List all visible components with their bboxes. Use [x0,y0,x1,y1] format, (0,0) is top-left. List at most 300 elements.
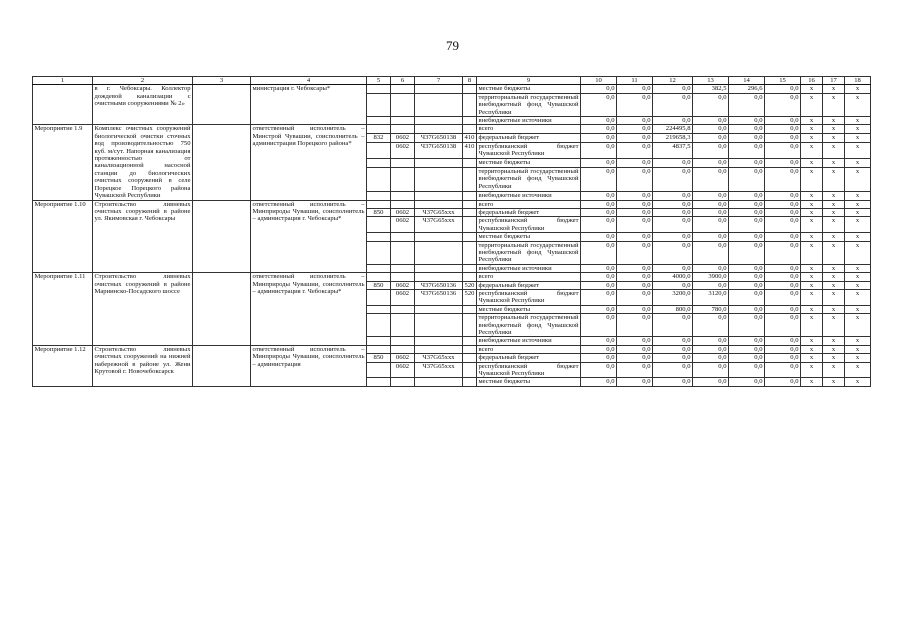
funding-value: 0,0 [653,362,693,378]
section-code [391,337,415,345]
funding-source: республиканский бюджет Чувашской Республики [478,142,579,158]
ministry-code [367,93,391,116]
target-article-code [415,167,463,191]
column-header-8: 8 [463,77,477,85]
ministry-code [367,159,391,168]
expense-type-code [463,125,477,134]
expense-type-code [463,208,477,216]
funding-value: 0,0 [765,345,801,353]
ministry-code [367,378,391,386]
ministry-code: 850 [367,354,391,362]
funding-value: 0,0 [653,167,693,191]
funding-value: 3200,0 [653,289,693,305]
section-code: 0602 [391,354,415,362]
expense-type-code [463,93,477,116]
column-header-17: 17 [823,77,845,85]
funding-value: 0,0 [765,378,801,386]
funding-value: 0,0 [729,93,765,116]
funding-value: 0,0 [729,264,765,272]
expense-type-code [463,167,477,191]
column-header-10: 10 [581,77,617,85]
target-article-code [415,241,463,264]
value-x: x [823,93,845,116]
ministry-code [367,233,391,241]
value-x: x [823,200,845,208]
funding-value: 0,0 [653,93,693,116]
column-header-18: 18 [845,77,871,85]
value-x: x [845,314,871,337]
value-x: x [801,159,823,168]
expense-type-code [463,362,477,378]
value-x: x [845,125,871,134]
funding-source: территориальный государственный внебюджетный фонд Чувашской Республики [478,167,579,190]
section-code [391,125,415,134]
section-code [391,167,415,191]
expense-type-code [463,200,477,208]
executor: ответственный исполнитель – Минприроды Чувашии, соисполнитель – администрация г. Чебоксары* [251,273,367,346]
section-code: 0602 [391,142,415,158]
event-number: Мероприятие 1.10 [33,200,93,273]
funding-value: 0,0 [617,241,653,264]
section-code: 0602 [391,134,415,143]
funding-value: 0,0 [617,354,653,362]
expense-type-code [463,233,477,241]
funding-source: местные бюджеты [477,159,581,168]
value-x: x [801,191,823,200]
value-x: x [823,159,845,168]
value-x: x [801,93,823,116]
funding-source: местные бюджеты [477,85,581,93]
expense-type-code [463,354,477,362]
funding-value: 0,0 [581,314,617,337]
section-code: 0602 [391,217,415,233]
funding-source: всего [477,125,581,134]
ministry-code: 850 [367,208,391,216]
funding-value: 0,0 [765,314,801,337]
funding-value: 0,0 [617,167,653,191]
value-x: x [845,200,871,208]
funding-value: 0,0 [617,159,653,168]
funding-value: 0,0 [729,345,765,353]
funding-value: 0,0 [653,281,693,289]
funding-value: 0,0 [729,191,765,200]
funding-source: территориальный государственный внебюджетный фонд Чувашской Республики [478,241,579,264]
value-x: x [801,362,823,378]
value-x: x [801,281,823,289]
value-x: x [823,125,845,134]
funding-value: 0,0 [581,281,617,289]
target-article-code: Ч37G65ххх [415,217,463,233]
value-x: x [845,281,871,289]
funding-value: 0,0 [693,142,729,158]
section-code [391,273,415,281]
value-x: x [845,217,871,233]
page-number: 79 [446,38,459,53]
value-x: x [801,85,823,93]
value-x: x [845,142,871,158]
expense-type-code [463,378,477,386]
funding-value: 0,0 [765,289,801,305]
funding-value: 0,0 [729,233,765,241]
table-body [33,77,871,387]
funding-value: 0,0 [653,191,693,200]
target-article-code [415,233,463,241]
funding-value: 0,0 [693,345,729,353]
funding-value: 382,5 [693,85,729,93]
funding-value: 0,0 [693,314,729,337]
ministry-code [367,337,391,345]
section-code [391,191,415,200]
funding-value: 0,0 [693,264,729,272]
target-article-code: Ч37G65ххх [415,354,463,362]
table-row [33,273,871,281]
value-x: x [823,354,845,362]
value-x: x [801,378,823,386]
table-row [33,85,871,93]
target-article-code: Ч37G650136 [415,289,463,305]
target-article-code [415,93,463,116]
value-x: x [823,273,845,281]
funding-source: республиканский бюджет Чувашской Республики [478,362,579,378]
empty-cell [193,345,251,386]
value-x: x [845,289,871,305]
ministry-code [367,241,391,264]
funding-value: 0,0 [765,85,801,93]
funding-value: 0,0 [581,93,617,116]
target-article-code [415,378,463,386]
funding-value: 0,0 [729,134,765,143]
ministry-code [367,345,391,353]
funding-value: 0,0 [653,314,693,337]
table-row [33,345,871,353]
value-x: x [801,167,823,191]
target-article-code [415,117,463,125]
funding-source: республиканский бюджет Чувашской Республики [478,217,579,232]
target-article-code [415,305,463,313]
expense-type-code [463,117,477,125]
value-x: x [823,167,845,191]
value-x: x [823,134,845,143]
expense-type-code [463,159,477,168]
funding-value: 0,0 [617,217,653,233]
funding-value: 0,0 [581,125,617,134]
funding-value: 0,0 [693,208,729,216]
funding-value: 0,0 [693,337,729,345]
ministry-code [367,200,391,208]
value-x: x [845,345,871,353]
funding-value: 0,0 [653,264,693,272]
value-x: x [823,305,845,313]
funding-value: 0,0 [581,345,617,353]
value-x: x [845,337,871,345]
funding-value: 0,0 [653,378,693,386]
funding-value: 0,0 [765,134,801,143]
target-article-code: Ч37G650138 [415,142,463,158]
column-header-2: 2 [93,77,193,85]
ministry-code [367,314,391,337]
funding-value: 0,0 [617,264,653,272]
funding-value: 0,0 [765,305,801,313]
value-x: x [823,217,845,233]
value-x: x [823,208,845,216]
value-x: x [823,233,845,241]
value-x: x [845,85,871,93]
event-name: Комплекс очистных сооружений биологической очистки сточных вод производительностью 750 куб. м/сут. Напорная канализация протяженностью от канализационной насосной станции до биологических очистных сооружений в селе Порецкое Порецкого района Чувашской Республики [94,125,191,200]
value-x: x [801,142,823,158]
section-code [391,117,415,125]
value-x: x [845,159,871,168]
funding-value: 780,0 [693,305,729,313]
section-code [391,200,415,208]
expense-type-code [463,85,477,93]
funding-source: внебюджетные источники [477,337,581,345]
funding-source: федеральный бюджет [477,134,581,143]
expense-type-code [463,305,477,313]
section-code: 0602 [391,208,415,216]
funding-value: 0,0 [729,241,765,264]
expense-type-code: 410 [463,134,477,143]
value-x: x [801,264,823,272]
funding-value: 0,0 [581,305,617,313]
ministry-code [367,125,391,134]
target-article-code [415,159,463,168]
funding-value: 0,0 [693,217,729,233]
section-code [391,378,415,386]
expense-type-code: 520 [463,281,477,289]
value-x: x [801,314,823,337]
funding-value: 0,0 [617,305,653,313]
section-code: 0602 [391,362,415,378]
funding-value: 0,0 [617,362,653,378]
value-x: x [823,289,845,305]
ministry-code [367,217,391,233]
funding-value: 0,0 [729,378,765,386]
value-x: x [801,345,823,353]
value-x: x [801,117,823,125]
column-header-6: 6 [391,77,415,85]
section-code [391,93,415,116]
header-row [33,77,871,85]
funding-value: 0,0 [693,281,729,289]
column-header-15: 15 [765,77,801,85]
funding-value: 0,0 [765,208,801,216]
value-x: x [845,362,871,378]
value-x: x [801,289,823,305]
funding-value: 4837,5 [653,142,693,158]
funding-value: 0,0 [693,200,729,208]
funding-value: 0,0 [765,354,801,362]
value-x: x [845,378,871,386]
section-code [391,314,415,337]
funding-value: 0,0 [729,273,765,281]
section-code [391,345,415,353]
funding-value: 0,0 [765,142,801,158]
value-x: x [823,337,845,345]
executor: ответственный исполнитель – Минприроды Чувашии, соисполнитель – администрация [251,345,367,386]
target-article-code [415,85,463,93]
event-name: Строительство ливневых очистных сооружений на нижней набережной в районе ул. Жени Крутовой г. Новочебоксарск [93,345,193,386]
event-number: Мероприятие 1.11 [33,273,93,346]
value-x: x [801,305,823,313]
funding-value: 4000,0 [653,273,693,281]
section-code: 0602 [391,289,415,305]
funding-value: 0,0 [693,191,729,200]
funding-value: 0,0 [693,93,729,116]
executor: министрация г. Чебоксары* [251,85,367,125]
column-header-5: 5 [367,77,391,85]
target-article-code [415,264,463,272]
ministry-code [367,167,391,191]
funding-value: 3120,0 [693,289,729,305]
ministry-code [367,362,391,378]
funding-value: 0,0 [693,354,729,362]
value-x: x [801,354,823,362]
ministry-code [367,117,391,125]
funding-value: 0,0 [617,142,653,158]
value-x: x [823,314,845,337]
funding-value: 0,0 [729,337,765,345]
funding-value: 0,0 [729,117,765,125]
funding-value: 0,0 [765,362,801,378]
funding-value: 0,0 [765,167,801,191]
target-article-code: Ч37G65ххх [415,362,463,378]
value-x: x [845,305,871,313]
funding-value: 0,0 [653,85,693,93]
value-x: x [801,233,823,241]
expense-type-code [463,191,477,200]
funding-value: 0,0 [729,159,765,168]
funding-value: 219658,3 [653,134,693,143]
target-article-code: Ч37G650138 [415,134,463,143]
funding-source: территориальный государственный внебюджетный фонд Чувашской Республики [478,93,579,116]
table-row [33,125,871,134]
funding-value: 0,0 [617,337,653,345]
empty-cell [193,85,251,125]
value-x: x [801,134,823,143]
funding-value: 3900,0 [693,273,729,281]
funding-source: всего [477,273,581,281]
section-code [391,159,415,168]
value-x: x [801,273,823,281]
funding-value: 0,0 [765,337,801,345]
empty-cell [193,273,251,346]
funding-value: 800,0 [653,305,693,313]
funding-value: 0,0 [653,117,693,125]
value-x: x [823,85,845,93]
funding-value: 0,0 [581,191,617,200]
funding-value: 0,0 [653,208,693,216]
funding-value: 0,0 [765,264,801,272]
value-x: x [845,273,871,281]
funding-value: 0,0 [765,281,801,289]
column-header-12: 12 [653,77,693,85]
section-code [391,233,415,241]
value-x: x [823,117,845,125]
target-article-code [415,337,463,345]
value-x: x [845,233,871,241]
ministry-code [367,264,391,272]
funding-value: 0,0 [693,167,729,191]
funding-value: 0,0 [617,314,653,337]
value-x: x [845,117,871,125]
funding-value: 224495,8 [653,125,693,134]
funding-value: 0,0 [581,337,617,345]
executor: ответственный исполнитель – Минстрой Чувашии, соисполнитель – администрация Порецкого района* [251,125,367,200]
funding-value: 0,0 [581,241,617,264]
funding-value: 0,0 [693,125,729,134]
funding-value: 0,0 [581,134,617,143]
expense-type-code [463,314,477,337]
value-x: x [845,241,871,264]
funding-value: 0,0 [617,93,653,116]
funding-value: 0,0 [693,378,729,386]
value-x: x [823,264,845,272]
funding-value: 0,0 [581,378,617,386]
expense-type-code [463,241,477,264]
funding-source: республиканский бюджет Чувашской Республики [478,289,579,305]
funding-value: 0,0 [581,273,617,281]
funding-value: 0,0 [617,134,653,143]
funding-value: 0,0 [765,200,801,208]
value-x: x [801,125,823,134]
funding-value: 0,0 [653,337,693,345]
funding-value: 0,0 [729,208,765,216]
funding-value: 0,0 [617,191,653,200]
value-x: x [823,191,845,200]
funding-source: внебюджетные источники [477,191,581,200]
target-article-code [415,200,463,208]
event-name: в г. Чебоксары. Коллектор дождевой канализации с очистными сооружениями № 2» [93,85,193,125]
funding-value: 0,0 [729,289,765,305]
value-x: x [845,264,871,272]
target-article-code [415,345,463,353]
ministry-code [367,191,391,200]
funding-value: 0,0 [765,217,801,233]
funding-value: 0,0 [653,241,693,264]
event-number: Мероприятие 1.9 [33,125,93,200]
value-x: x [845,208,871,216]
funding-value: 0,0 [617,273,653,281]
column-header-11: 11 [617,77,653,85]
ministry-code [367,85,391,93]
funding-value: 0,0 [765,233,801,241]
expense-type-code: 520 [463,289,477,305]
empty-cell [193,125,251,200]
funding-value: 0,0 [765,191,801,200]
funding-value: 0,0 [653,233,693,241]
column-header-13: 13 [693,77,729,85]
target-article-code: Ч37G65ххх [415,208,463,216]
funding-value: 0,0 [581,233,617,241]
funding-source: территориальный государственный внебюджетный фонд Чувашской Республики [478,314,579,336]
value-x: x [823,142,845,158]
event-number: Мероприятие 1.12 [33,345,93,386]
target-article-code [415,191,463,200]
executor: ответственный исполнитель – Минприроды Чувашии, соисполнитель – администрация г. Чебоксары* [251,200,367,273]
funding-value: 0,0 [765,241,801,264]
value-x: x [823,241,845,264]
event-name: Строительство ливневых очистных сооружений в районе ул. Якимовская г. Чебоксары [93,200,193,273]
funding-value: 0,0 [581,142,617,158]
funding-value: 0,0 [617,289,653,305]
funding-value: 0,0 [581,167,617,191]
expense-type-code [463,264,477,272]
target-article-code [415,314,463,337]
funding-value: 0,0 [729,314,765,337]
value-x: x [823,378,845,386]
funding-value: 0,0 [653,200,693,208]
funding-value: 0,0 [693,159,729,168]
